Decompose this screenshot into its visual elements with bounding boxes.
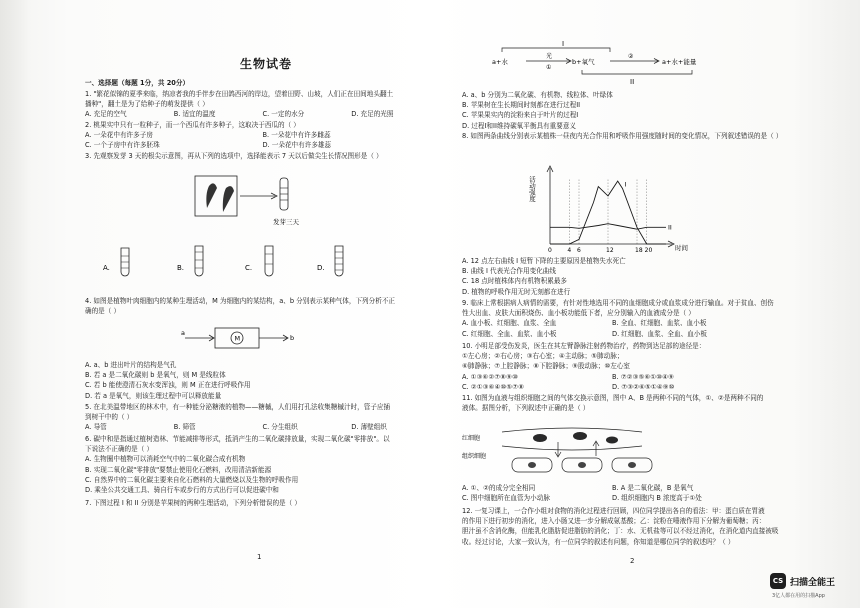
question-text: 9. 临床上常根据病人病情的需要，有针对性地选用不同的血细胞成分或血浆成分进行输血。对于贫血、创伤	[462, 299, 774, 307]
x-tick-label: 20	[644, 247, 653, 254]
tissue-cell-label: 组织细胞	[462, 453, 487, 460]
question-9	[462, 298, 774, 339]
section-heading: 一、选择题（每题 1分，共 20分）	[85, 79, 190, 87]
process-i-label: I	[562, 40, 565, 48]
option-d: D. 薄壁组织	[351, 423, 387, 432]
page-title: 生物试卷	[240, 57, 293, 71]
question-options	[85, 422, 440, 432]
option-c: C. 一定的水分	[262, 110, 305, 119]
bracket-bottom	[582, 70, 692, 74]
section-choice-header	[85, 78, 440, 88]
bracket-top	[502, 48, 610, 52]
option-c: C. 若 b 能使澄清石灰水变浑浊，则 M 正在进行呼吸作用	[85, 381, 251, 390]
option-a: A. a、b 进出叶片的结构是气孔	[85, 361, 177, 369]
question-text: 6. 碳中和是指通过植树造林、节能减排等形式，抵消产生的二氧化碳排放量，实现二氧化碳"零排放"。以	[85, 435, 390, 443]
page-left	[85, 0, 440, 608]
tube-option-b	[177, 246, 203, 276]
seedling-left	[206, 183, 217, 208]
cell-nucleus	[628, 462, 636, 468]
option-b: B. 若 a 是二氧化碳则 b 是氧气，则 M 是线粒体	[85, 371, 226, 380]
cell-nucleus	[578, 462, 586, 468]
question-12	[462, 506, 779, 547]
question-options	[85, 109, 440, 119]
question-text: 4. 如图是植物叶肉细胞内的某种生理活动，M 为细胞内的某结构，a、b 分别表示某种气体，下列分析不正	[85, 297, 396, 305]
option-c: C. 分生组织	[262, 423, 298, 432]
option-b-label: B.	[177, 264, 185, 272]
option-b: B. 筛管	[173, 423, 196, 432]
x-tick-label: 12	[606, 247, 614, 254]
question-text: 1. "繁花似锦的夏季来临，纳凉者我的手伴步在田鸽西河的岸边，望着田野、山坡，人们正在田间地头翻土	[85, 90, 394, 98]
option-d: D. 乘坐公共交通工具、骑自行车或步行的方式出行可以促进碳中和	[85, 486, 279, 495]
option-a: A. 血小板、红细胞、血浆、全血	[462, 319, 557, 328]
page-number-left: 1	[257, 553, 262, 561]
option-c: C. 18 点时植株体内有机物积累最多	[462, 277, 568, 286]
scan-shadow	[0, 0, 30, 608]
rbc-label: 红细胞	[462, 435, 481, 442]
question-text: 5. 在北美温带地区的林木中，有一种能分泌糖液的植物——糖槭，人们用打孔法收集糖槭汁时，管子应插	[85, 403, 391, 411]
question-7-stem	[85, 498, 440, 508]
option-c: C. 红细胞、全血、血浆、血小板	[462, 329, 557, 338]
question-2	[85, 120, 440, 151]
question-text: 的作用下进行初步的消化，进入小肠又进一步分解成氨基酸；乙：淀粉在唾液作用下分解为葡萄糖；丙：	[462, 517, 766, 526]
option-d: D. ⑦③②⑥⑤①④⑨⑩	[612, 382, 675, 391]
question-options	[462, 483, 762, 503]
option-a: A. 生物圈中植物可以消耗空气中的二氧化碳合成有机物	[85, 455, 246, 464]
question-text: ①左心房；②右心房；③右心室；④主动脉；⑤肺动脉；	[462, 352, 624, 361]
products-mid: b+氧气	[572, 58, 595, 66]
gas-a-label: a	[181, 329, 185, 337]
arrow-2-label: ②	[628, 53, 634, 60]
cell-nucleus	[528, 462, 536, 468]
option-a: A. ①、②的成分完全相同	[462, 484, 536, 492]
figure-caption: 发芽三天	[273, 218, 299, 226]
option-a: A. ①③⑥②⑦⑧⑨⑩	[462, 372, 518, 381]
option-b: B. 全血、红细胞、血浆、血小板	[612, 319, 707, 328]
question-3	[85, 151, 440, 161]
x-tick-label: 0	[548, 247, 552, 254]
question-text: 11. 如图为血液与组织细胞之间的气体交换示意图，图中 A、B 是两种不同的气体，①、②是两种不同的	[462, 394, 764, 402]
option-a: A. 充足的空气	[85, 110, 127, 119]
option-d: D. 红细胞、血浆、全血、血小板	[612, 329, 707, 338]
scanner-app-name: 扫描全能王	[790, 577, 836, 588]
activity-chart	[462, 146, 762, 256]
option-d: D. 植物的呼吸作用无时无刻都在进行	[462, 287, 571, 296]
page-number-right: 2	[630, 557, 635, 565]
option-c-label: C.	[245, 264, 253, 272]
vessel-wall-bottom	[502, 446, 642, 450]
question-text: 性大出血、皮肤大面积烧伤、血小板功能低下者，应分别输入的血液成分是（ ）	[462, 309, 695, 318]
tube-option-c	[245, 246, 273, 276]
question-options	[85, 130, 440, 150]
question-text: ⑥肺静脉；⑦上腔静脉；⑧下腔静脉；⑨股动脉；⑩左心室	[462, 362, 631, 371]
option-d-label: D.	[317, 264, 325, 272]
option-d: D. 充足的光照	[351, 110, 394, 119]
seedling-right	[223, 186, 234, 212]
series-label-II: II	[668, 223, 672, 232]
question-options	[462, 318, 762, 338]
option-a: A. 一朵花中有许多子房	[85, 131, 153, 140]
question-5	[85, 402, 440, 433]
question-8	[462, 131, 783, 141]
option-a: A. a、b 分别为二氧化碳、有机物、线粒体、叶绿体	[462, 91, 613, 99]
red-blood-cell	[606, 437, 618, 444]
x-tick-label: 18	[635, 247, 643, 254]
question-6	[85, 434, 440, 495]
question-text: 12. 一复习课上，一合作小组对食物的消化过程进行回顾，四位同学提出各自的看法：甲：蛋白质在胃液	[462, 507, 765, 515]
question-text: 确的是（ ）	[85, 307, 121, 316]
process-diagram	[462, 38, 762, 88]
question-10	[462, 341, 762, 392]
question-11	[462, 393, 762, 413]
arrow-1-label: ①	[546, 64, 552, 71]
question-text: 播种"，翻土是为了给种子的萌发提供（ ）	[85, 100, 209, 109]
reactants-left: a+水	[492, 58, 508, 66]
question-4-options	[85, 360, 440, 401]
question-text: 8. 如图两条曲线分别表示某植株一昼夜内光合作用和呼吸作用强度随时间的变化情况，下列叙述错误的是（ ）	[462, 132, 783, 140]
cell-structure-figure	[85, 324, 445, 354]
option-b: B. ⑦②③⑤⑥①⑩④⑨	[612, 372, 674, 381]
question-text: 胆汁虽不含消化酶，但能乳化脂肪促进脂肪的消化；丁：水、无机盐等可以不经过消化，在消化道内直接被吸	[462, 527, 779, 536]
question-7-options	[462, 90, 762, 131]
option-c: C. ②①③⑥④⑩⑤⑦⑧	[462, 382, 524, 391]
gas-exchange-figure	[462, 420, 762, 480]
question-text: 收。经过讨论，大家一致认为，有一位同学的叙述有问题，你知道是哪位同学的叙述吗？（ ）	[462, 537, 735, 546]
x-tick-label: 6	[577, 247, 581, 254]
option-a: A. 导管	[85, 423, 107, 432]
question-text: 2. 桃果实中只有一粒种子，而一个西瓜有许多种子，这取决于西瓜的（ ）	[85, 121, 300, 129]
light-label: 光	[546, 53, 553, 60]
scanner-app-badge	[770, 573, 835, 589]
option-c: C. 图中细胞所在血管为小动脉	[462, 494, 550, 503]
tube-option-a	[103, 248, 129, 276]
option-a: A. 12 点左右曲线 I 短暂下降的主要原因是植物失水死亡	[462, 257, 626, 265]
option-b: B. 适宜的温度	[173, 110, 216, 119]
option-d: D. 一朵花中有许多雄蕊	[262, 141, 332, 150]
question-text: 到树干中的（ ）	[85, 413, 134, 422]
products-right: a+水+能量	[662, 58, 697, 66]
option-d: D. 过程I和II维持碳氧平衡具有重要意义	[462, 121, 577, 130]
question-text: 液体。据图分析，下列叙述中正确的是（ ）	[462, 404, 590, 413]
structure-m-label: M	[234, 334, 241, 343]
vessel-wall-top	[502, 428, 642, 432]
gas-b-label: b	[290, 334, 295, 342]
question-8-options	[462, 256, 762, 297]
tube-option-d	[317, 246, 343, 276]
option-b: B. 实现二氧化碳"零排放"要禁止使用化石燃料，改用清洁新能源	[85, 465, 272, 474]
question-text: 7. 下图过程 I 和 II 分别是苹果树的两种生理活动，下列分析错误的是（ ）	[85, 499, 301, 507]
option-b: B. 苹果树在生长期间时刻都在进行过程II	[462, 101, 581, 110]
question-1	[85, 89, 440, 120]
y-axis-label: 活动强度	[528, 176, 536, 202]
option-c: C. 自然界中的二氧化碳主要来自化石燃料的大量燃烧以及生物的呼吸作用	[85, 475, 299, 484]
option-b: B. A 是二氧化碳，B 是氧气	[612, 484, 694, 492]
option-c: C. 苹果果实内的淀粉来自于叶片的过程I	[462, 111, 579, 120]
question-text: 3. 先观察发芽 3 天的根尖示意图，再从下列的选项中，选择能表示 7 天以后做尖生长情况图形是（ ）	[85, 152, 383, 160]
option-c: C. 一个子房中有许多胚珠	[85, 141, 160, 150]
question-4	[85, 296, 440, 316]
red-blood-cell	[573, 432, 587, 440]
question-options	[462, 372, 762, 392]
red-blood-cell	[533, 434, 547, 442]
question-text: 下说法不正确的是（ ）	[85, 445, 154, 454]
x-axis-label: 时间	[675, 244, 688, 252]
root-tip-figure	[85, 168, 445, 288]
option-d: D. 组织细胞内 B 浓度高于①处	[612, 494, 702, 503]
scanner-app-tagline: 3亿人都在用的扫描App	[772, 593, 825, 599]
series-label-I: I	[624, 180, 627, 189]
option-a-label: A.	[103, 264, 110, 272]
question-text: 10. 小明足部受伤发炎，医生在其左臂静脉注射药物治疗，药物到达足部的途径是：	[462, 342, 706, 350]
option-b: B. 曲线 I 代表光合作用变化曲线	[462, 267, 556, 276]
process-ii-label: II	[630, 78, 635, 86]
x-tick-label: 4	[567, 247, 572, 254]
x-tick-labels	[548, 247, 652, 254]
option-b: B. 一朵花中有许多雌蕊	[262, 131, 331, 140]
question-11-options	[462, 483, 762, 503]
option-d: D. 若 a 是氧气，则该生理过程中可以释放能量	[85, 391, 222, 400]
camscanner-logo-icon: CS	[770, 573, 786, 589]
